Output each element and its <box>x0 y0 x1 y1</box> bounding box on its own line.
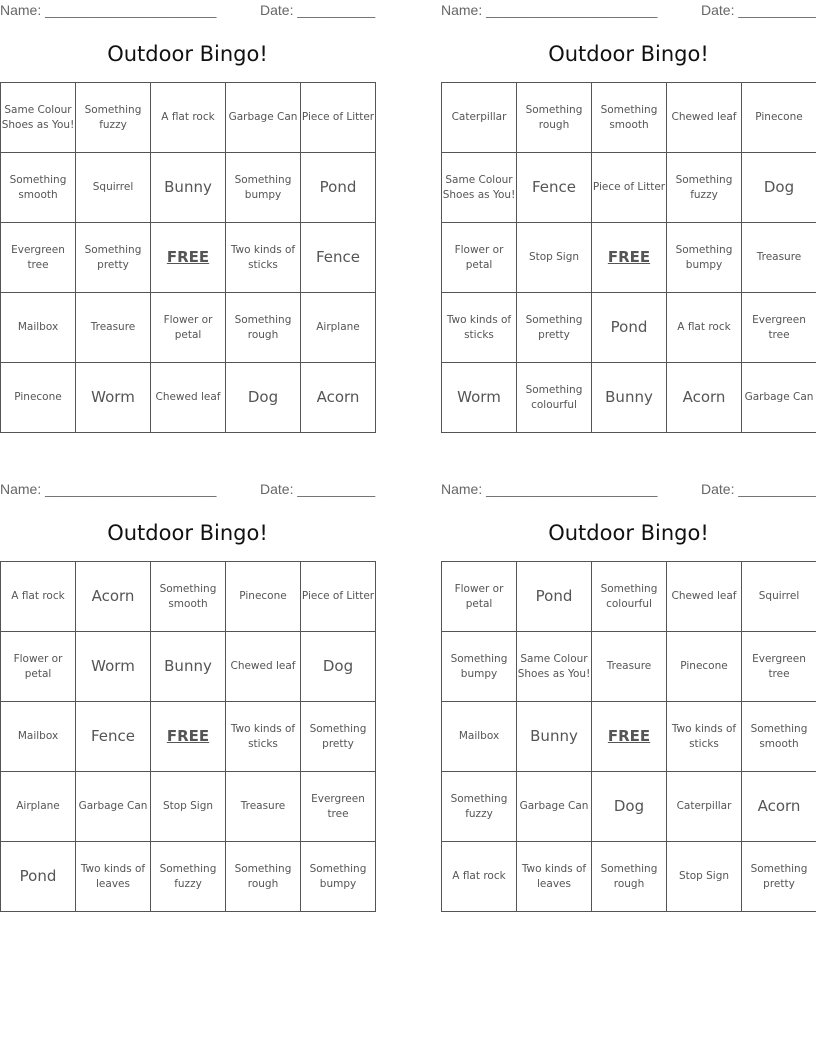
bingo-square[interactable]: Dog <box>226 363 301 433</box>
grid-row <box>1 83 376 153</box>
bingo-square[interactable]: Treasure <box>592 632 667 702</box>
bingo-square[interactable]: Mailbox <box>1 293 76 363</box>
bingo-grid <box>0 82 376 433</box>
bingo-square[interactable]: Two kinds of sticks <box>226 702 301 772</box>
free-square[interactable]: FREE <box>592 702 667 772</box>
bingo-square[interactable]: Evergreen tree <box>1 223 76 293</box>
bingo-square[interactable]: Flower or petal <box>442 223 517 293</box>
bingo-square[interactable]: Pond <box>517 562 592 632</box>
bingo-card-4 <box>441 479 816 919</box>
bingo-square[interactable]: Bunny <box>592 363 667 433</box>
bingo-square[interactable]: Stop Sign <box>667 842 742 912</box>
bingo-square[interactable]: Something fuzzy <box>151 842 226 912</box>
grid-row <box>442 223 816 293</box>
bingo-square[interactable]: Something fuzzy <box>76 83 151 153</box>
bingo-square[interactable]: Evergreen tree <box>742 632 816 702</box>
bingo-square[interactable]: Garbage Can <box>517 772 592 842</box>
bingo-square[interactable]: Something pretty <box>76 223 151 293</box>
bingo-square[interactable]: Chewed leaf <box>667 83 742 153</box>
bingo-square[interactable]: Pond <box>592 293 667 363</box>
bingo-square[interactable]: Same Colour Shoes as You! <box>442 153 517 223</box>
grid-row <box>442 363 816 433</box>
grid-row <box>442 772 816 842</box>
card-title: Outdoor Bingo! <box>548 42 709 66</box>
date-field[interactable]: Date: __________ <box>701 2 816 18</box>
bingo-square[interactable]: Dog <box>742 153 816 223</box>
bingo-square[interactable]: Stop Sign <box>151 772 226 842</box>
free-square[interactable]: FREE <box>151 702 226 772</box>
bingo-square[interactable]: Acorn <box>76 562 151 632</box>
bingo-square[interactable]: Something smooth <box>592 83 667 153</box>
bingo-square[interactable]: Something pretty <box>742 842 816 912</box>
card-title: Outdoor Bingo! <box>107 42 268 66</box>
bingo-grid <box>441 82 816 433</box>
bingo-square[interactable]: Flower or petal <box>151 293 226 363</box>
grid-row <box>1 562 376 632</box>
bingo-square[interactable]: Chewed leaf <box>667 562 742 632</box>
grid-row <box>442 632 816 702</box>
grid-row <box>1 842 376 912</box>
grid-row <box>442 83 816 153</box>
bingo-square[interactable]: Worm <box>76 363 151 433</box>
bingo-square[interactable]: Two kinds of sticks <box>667 702 742 772</box>
name-field[interactable]: Name: ______________________ <box>441 2 658 18</box>
bingo-square[interactable]: Evergreen tree <box>301 772 376 842</box>
bingo-square[interactable]: Something bumpy <box>226 153 301 223</box>
bingo-square[interactable]: Piece of Litter <box>301 83 376 153</box>
bingo-square[interactable]: Two kinds of sticks <box>226 223 301 293</box>
grid-row <box>1 632 376 702</box>
grid-row <box>442 293 816 363</box>
bingo-square[interactable]: Pond <box>301 153 376 223</box>
bingo-square[interactable]: Airplane <box>1 772 76 842</box>
bingo-square[interactable]: Pinecone <box>667 632 742 702</box>
card-title: Outdoor Bingo! <box>107 521 268 545</box>
bingo-square[interactable]: Two kinds of leaves <box>517 842 592 912</box>
bingo-card-1 <box>0 0 376 440</box>
bingo-square[interactable]: Something fuzzy <box>442 772 517 842</box>
bingo-square[interactable]: Airplane <box>301 293 376 363</box>
name-field[interactable]: Name: ______________________ <box>0 2 217 18</box>
bingo-square[interactable]: Treasure <box>226 772 301 842</box>
bingo-square[interactable]: Something rough <box>226 293 301 363</box>
bingo-square[interactable]: Chewed leaf <box>226 632 301 702</box>
bingo-grid <box>0 561 376 912</box>
bingo-square[interactable]: Chewed leaf <box>151 363 226 433</box>
free-square[interactable]: FREE <box>592 223 667 293</box>
bingo-grid <box>441 561 816 912</box>
bingo-square[interactable]: Garbage Can <box>742 363 816 433</box>
bingo-square[interactable]: Something smooth <box>1 153 76 223</box>
bingo-card-3 <box>0 479 376 919</box>
bingo-square[interactable]: Squirrel <box>76 153 151 223</box>
date-field[interactable]: Date: __________ <box>701 481 816 497</box>
bingo-square[interactable]: Fence <box>301 223 376 293</box>
bingo-square[interactable]: A flat rock <box>667 293 742 363</box>
bingo-square[interactable]: A flat rock <box>151 83 226 153</box>
grid-row <box>442 842 816 912</box>
grid-row <box>1 153 376 223</box>
bingo-square[interactable]: Flower or petal <box>1 632 76 702</box>
bingo-square[interactable]: Caterpillar <box>442 83 517 153</box>
grid-row <box>1 223 376 293</box>
date-field[interactable]: Date: __________ <box>260 2 376 18</box>
date-field[interactable]: Date: __________ <box>260 481 376 497</box>
bingo-square[interactable]: Acorn <box>667 363 742 433</box>
grid-row <box>1 363 376 433</box>
bingo-square[interactable]: Pond <box>1 842 76 912</box>
bingo-square[interactable]: Treasure <box>742 223 816 293</box>
grid-row <box>442 702 816 772</box>
bingo-square[interactable]: A flat rock <box>442 842 517 912</box>
bingo-square[interactable]: Something colourful <box>592 562 667 632</box>
grid-row <box>1 293 376 363</box>
bingo-square[interactable]: Something bumpy <box>442 632 517 702</box>
bingo-square[interactable]: Something rough <box>592 842 667 912</box>
bingo-square[interactable]: Squirrel <box>742 562 816 632</box>
bingo-square[interactable]: Something bumpy <box>301 842 376 912</box>
bingo-square[interactable]: Evergreen tree <box>742 293 816 363</box>
bingo-square[interactable]: Caterpillar <box>667 772 742 842</box>
bingo-square[interactable]: Piece of Litter <box>301 562 376 632</box>
name-field[interactable]: Name: ______________________ <box>0 481 217 497</box>
bingo-square[interactable]: Something rough <box>517 83 592 153</box>
bingo-square[interactable]: Something bumpy <box>667 223 742 293</box>
bingo-square[interactable]: Same Colour Shoes as You! <box>517 632 592 702</box>
bingo-square[interactable]: Two kinds of sticks <box>442 293 517 363</box>
bingo-card-2 <box>441 0 816 440</box>
card-title: Outdoor Bingo! <box>548 521 709 545</box>
grid-row <box>1 702 376 772</box>
bingo-square[interactable]: Pinecone <box>742 83 816 153</box>
bingo-square[interactable]: Bunny <box>151 632 226 702</box>
grid-row <box>442 562 816 632</box>
grid-row <box>442 153 816 223</box>
bingo-square[interactable]: Something colourful <box>517 363 592 433</box>
bingo-square[interactable]: Mailbox <box>442 702 517 772</box>
bingo-square[interactable]: Pinecone <box>1 363 76 433</box>
bingo-square[interactable]: Stop Sign <box>517 223 592 293</box>
bingo-square[interactable]: Bunny <box>151 153 226 223</box>
bingo-square[interactable]: Dog <box>301 632 376 702</box>
bingo-square[interactable]: Two kinds of leaves <box>76 842 151 912</box>
bingo-square[interactable]: Piece of Litter <box>592 153 667 223</box>
bingo-square[interactable]: Pinecone <box>226 562 301 632</box>
free-square[interactable]: FREE <box>151 223 226 293</box>
bingo-square[interactable]: Acorn <box>301 363 376 433</box>
bingo-square[interactable]: Acorn <box>742 772 816 842</box>
bingo-square[interactable]: Something smooth <box>151 562 226 632</box>
bingo-square[interactable]: Worm <box>442 363 517 433</box>
bingo-square[interactable]: Bunny <box>517 702 592 772</box>
bingo-square[interactable]: Something pretty <box>517 293 592 363</box>
bingo-square[interactable]: Garbage Can <box>226 83 301 153</box>
bingo-square[interactable]: A flat rock <box>1 562 76 632</box>
bingo-square[interactable]: Fence <box>517 153 592 223</box>
bingo-square[interactable]: Fence <box>76 702 151 772</box>
bingo-square[interactable]: Flower or petal <box>442 562 517 632</box>
bingo-square[interactable]: Worm <box>76 632 151 702</box>
bingo-square[interactable]: Something fuzzy <box>667 153 742 223</box>
bingo-square[interactable]: Something pretty <box>301 702 376 772</box>
bingo-square[interactable]: Treasure <box>76 293 151 363</box>
bingo-square[interactable]: Same Colour Shoes as You! <box>1 83 76 153</box>
grid-row <box>1 772 376 842</box>
name-field[interactable]: Name: ______________________ <box>441 481 658 497</box>
bingo-square[interactable]: Something rough <box>226 842 301 912</box>
bingo-square[interactable]: Dog <box>592 772 667 842</box>
bingo-square[interactable]: Mailbox <box>1 702 76 772</box>
bingo-square[interactable]: Something smooth <box>742 702 816 772</box>
bingo-square[interactable]: Garbage Can <box>76 772 151 842</box>
